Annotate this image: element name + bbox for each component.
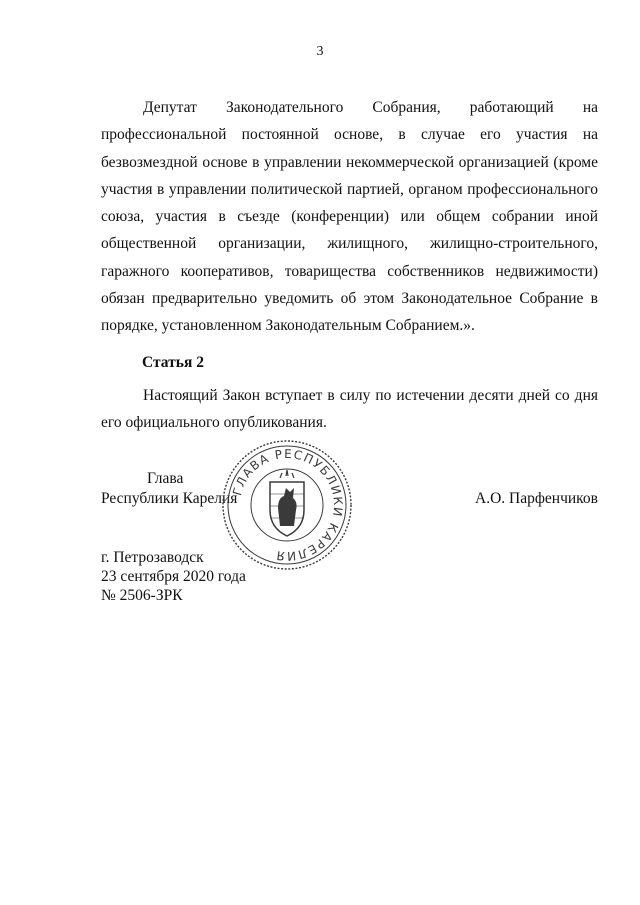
- seal-text: ГЛАВА РЕСПУБЛИКИ КАРЕЛИЯ: [230, 446, 346, 564]
- place-of-signing: г. Петрозаводск: [101, 549, 204, 566]
- signature-title-line-2: Республики Карелия: [101, 490, 238, 507]
- page-number: 3: [316, 44, 324, 59]
- signing-date: 23 сентября 2020 года: [101, 568, 246, 585]
- article-title: Статья 2: [142, 354, 204, 371]
- signatory-name: А.О. Парфенчиков: [475, 490, 598, 507]
- article-text: Настоящий Закон вступает в силу по истечении десяти дней со дня его официального опубликования.: [101, 387, 598, 432]
- official-seal-stamp: [220, 438, 354, 572]
- signature-title-line-1: Глава: [147, 470, 184, 487]
- paragraph-deputy-notification: Депутат Законодательного Собрания, работающий на профессиональной постоянной основе, в случае его участия на безвозмездной основе в управлении некоммерческой организацией (кроме участия в управлении политической партией, органом профессионального союза, участия в съезде (конференции) или общем собрании иной общественной организации, жилищного, жилищно-строительного, гаражного кооперативов, товарищества собственников недвижимости) обязан предварительно уведомить об этом Законодательное Собрание в порядке, установленном Законодательным Собранием.».: [101, 99, 598, 335]
- law-number: № 2506-ЗРК: [101, 587, 183, 604]
- coat-of-arms-icon: [270, 470, 304, 536]
